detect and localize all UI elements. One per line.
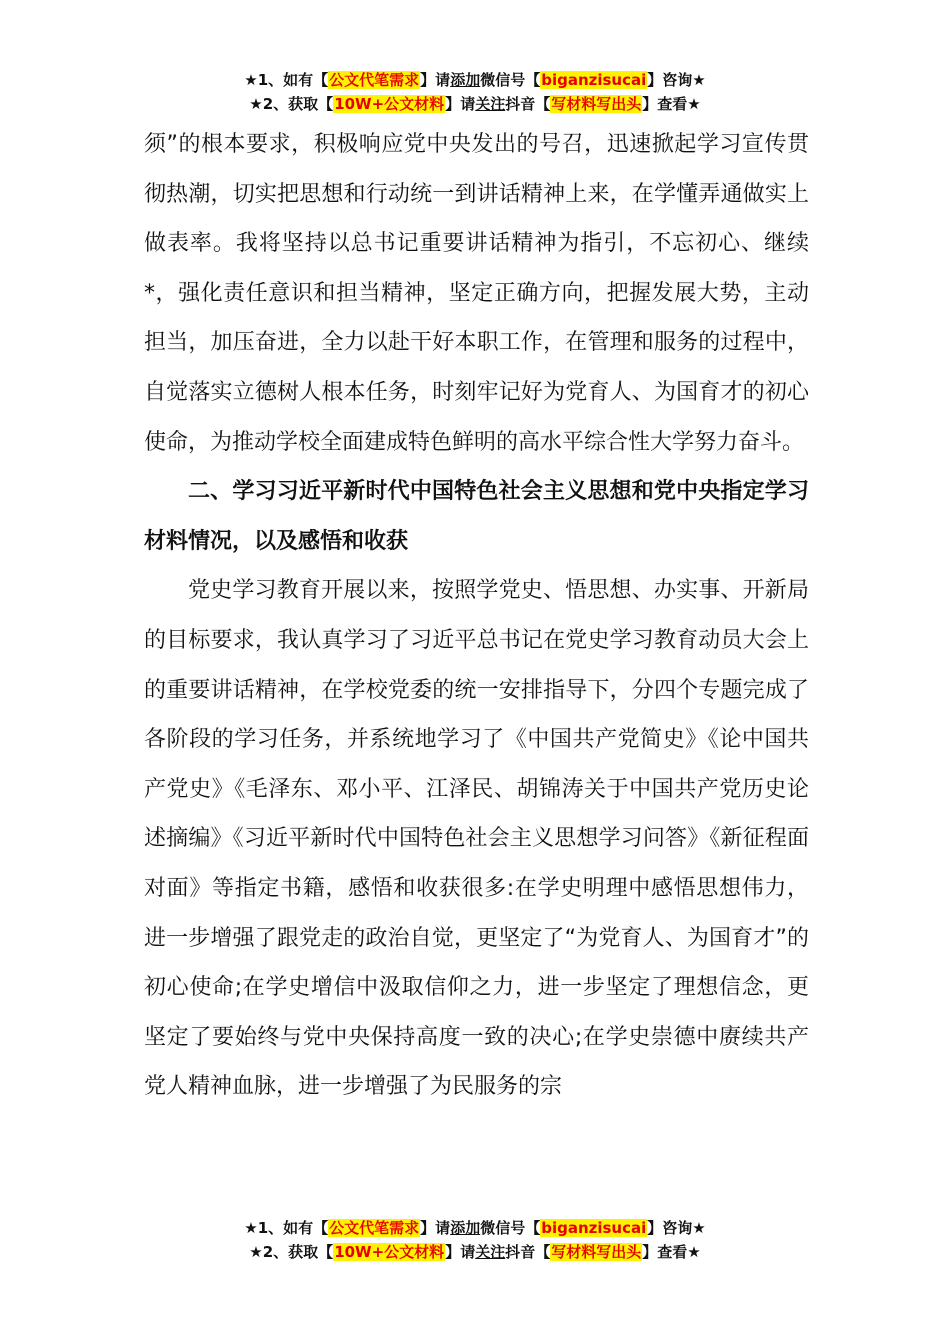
paragraph-continued: 须”的根本要求，积极响应党中央发出的号召，迅速掀起学习宣传贯彻热潮，切实把思想和行动统一到讲话精神上来，在学懂弄通做实上做表率。我将坚持以总书记重要讲话精神为指引，不忘初心、继续*，强化责任意识和担当精神，坚定正确方向，把握发展大势，主动担当，加压奋进，全力以赴干好本职工作，在管理和服务的过程中，自觉落实立德树人根本任务，时刻牢记好为党育人、为国育才的初心使命，为推动学校全面建成特色鲜明的高水平综合性大学努力奋斗。 [144, 132, 809, 455]
footer-notice-line-1: ★1、如有【公文代笔需求】请添加微信号【biganzisucai】咨询★ [244, 1219, 706, 1237]
header-notice [0, 68, 950, 116]
highlight-service: 公文代笔需求 [329, 1219, 420, 1237]
paragraph-study-summary: 党史学习教育开展以来，按照学党史、悟思想、办实事、开新局的目标要求，我认真学习了习近平总书记在党史学习教育动员大会上的重要讲话精神，在学校党委的统一安排指导下，分四个专题完成了各阶段的学习任务，并系统地学习了《中国共产党简史》《论中国共产党史》《毛泽东、邓小平、江泽民、胡锦涛关于中国共产党历史论述摘编》《习近平新时代中国特色社会主义思想学习问答》《新征程面对面》等指定书籍，感悟和收获很多:在学史明理中感悟思想伟力，进一步增强了跟党走的政治自觉，更坚定了“为党育人、为国育才”的初心使命;在学史增信中汲取信仰之力，进一步坚定了理想信念，更坚定了要始终与党中央保持高度一致的决心;在学史崇德中赓续共产党人精神血脉，进一步增强了为民服务的宗 [144, 578, 809, 1100]
footer-notice [0, 1216, 950, 1264]
highlight-douyin-account: 写材料写出头 [551, 1243, 642, 1261]
document-body [144, 120, 809, 1112]
notice-line-2: ★2、获取【10W+公文材料】请关注抖音【写材料写出头】查看★ [249, 95, 701, 113]
footer-notice-line-2: ★2、获取【10W+公文材料】请关注抖音【写材料写出头】查看★ [249, 1243, 701, 1261]
highlight-wechat-id: biganzisucai [541, 1219, 647, 1237]
highlight-douyin-account: 写材料写出头 [551, 95, 642, 113]
highlight-wechat-id: biganzisucai [541, 71, 647, 89]
highlight-service: 公文代笔需求 [329, 71, 420, 89]
section-heading-2: 二、学习习近平新时代中国特色社会主义思想和党中央指定学习材料情况，以及感悟和收获 [144, 479, 809, 554]
highlight-materials: 10W+公文材料 [334, 95, 445, 113]
highlight-materials: 10W+公文材料 [334, 1243, 445, 1261]
notice-line-1: ★1、如有【公文代笔需求】请添加微信号【biganzisucai】咨询★ [244, 71, 706, 89]
